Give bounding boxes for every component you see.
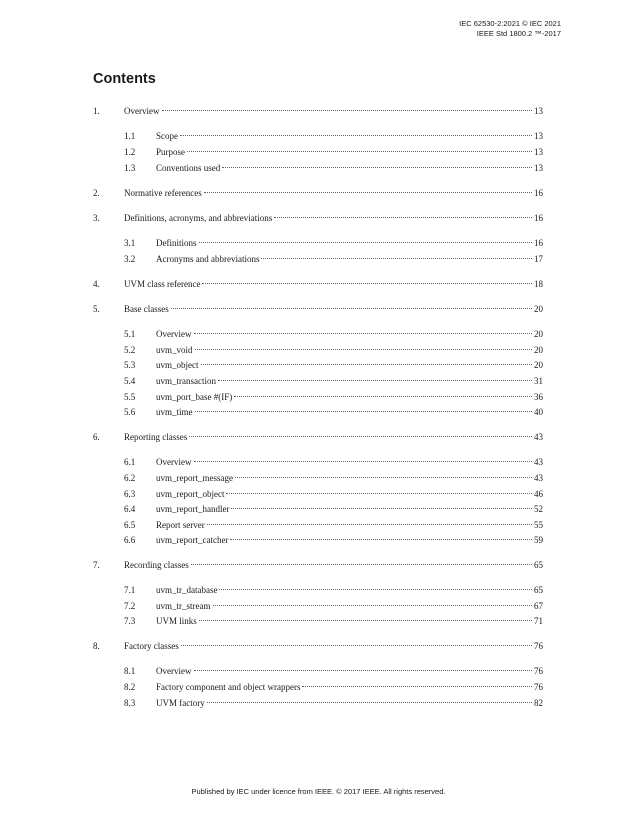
toc-entry-page[interactable]: 20 — [534, 360, 543, 370]
dot-leader — [235, 477, 532, 478]
toc-entry-number: 1. — [93, 106, 100, 116]
dot-leader — [194, 333, 533, 334]
toc-entry-title[interactable]: Base classes — [124, 304, 169, 314]
toc-entry[interactable] — [93, 519, 543, 531]
toc-entry-page[interactable]: 43 — [534, 473, 543, 483]
toc-entry-number: 5.5 — [124, 392, 136, 402]
toc-entry-title[interactable]: uvm_report_message — [156, 473, 233, 483]
toc-entry-page[interactable]: 76 — [534, 682, 543, 692]
toc-entry[interactable] — [93, 328, 543, 340]
dot-leader — [180, 135, 532, 136]
toc-entry-page[interactable]: 55 — [534, 520, 543, 530]
toc-entry-page[interactable]: 31 — [534, 376, 543, 386]
toc-entry[interactable] — [93, 130, 543, 142]
toc-entry[interactable] — [93, 105, 543, 117]
toc-entry-number: 5.6 — [124, 407, 136, 417]
toc-entry-number: 6. — [93, 432, 100, 442]
toc-entry-number: 5.1 — [124, 329, 136, 339]
header-standard-iec: IEC 62530-2:2021 © IEC 2021 — [459, 19, 561, 28]
toc-entry[interactable] — [93, 600, 543, 612]
toc-entry[interactable] — [93, 237, 543, 249]
toc-entry[interactable] — [93, 162, 543, 174]
toc-entry-number: 3.2 — [124, 254, 136, 264]
toc-entry-title[interactable]: UVM factory — [156, 698, 205, 708]
toc-entry-number: 7. — [93, 560, 100, 570]
toc-entry-number: 7.2 — [124, 601, 136, 611]
toc-entry-number: 1.2 — [124, 147, 136, 157]
toc-entry-number: 6.6 — [124, 535, 136, 545]
toc-entry[interactable] — [93, 146, 543, 158]
toc-entry[interactable] — [93, 187, 543, 199]
toc-entry-title[interactable]: Overview — [156, 329, 192, 339]
toc-entry-page[interactable]: 59 — [534, 535, 543, 545]
toc-entry-number: 3. — [93, 213, 100, 223]
dot-leader — [219, 589, 532, 590]
dot-leader — [261, 258, 532, 259]
dot-leader — [274, 217, 532, 218]
dot-leader — [230, 539, 532, 540]
dot-leader — [201, 364, 533, 365]
dot-leader — [207, 524, 532, 525]
toc-entry-number: 1.3 — [124, 163, 136, 173]
toc-entry-page[interactable]: 16 — [534, 213, 543, 223]
dot-leader — [199, 242, 533, 243]
toc-entry-title[interactable]: Overview — [156, 457, 192, 467]
toc-entry[interactable] — [93, 303, 543, 315]
toc-entry-title[interactable]: uvm_time — [156, 407, 193, 417]
page-title: Contents — [93, 71, 156, 87]
toc-entry-page[interactable]: 16 — [534, 238, 543, 248]
toc-entry-page[interactable]: 65 — [534, 585, 543, 595]
dot-leader — [226, 493, 532, 494]
toc-entry[interactable] — [93, 534, 543, 546]
toc-entry-number: 6.3 — [124, 489, 136, 499]
toc-entry-title[interactable]: Overview — [124, 106, 160, 116]
toc-entry-page[interactable]: 76 — [534, 641, 543, 651]
toc-entry-page[interactable]: 67 — [534, 601, 543, 611]
toc-entry[interactable] — [93, 406, 543, 418]
dot-leader — [187, 151, 532, 152]
toc-entry-page[interactable]: 20 — [534, 329, 543, 339]
toc-entry[interactable] — [93, 584, 543, 596]
toc-entry[interactable] — [93, 212, 543, 224]
toc-entry[interactable] — [93, 665, 543, 677]
toc-entry-title[interactable]: uvm_report_handler — [156, 504, 230, 514]
toc-entry-title[interactable]: UVM links — [156, 616, 197, 626]
toc-entry-title[interactable]: uvm_tr_stream — [156, 601, 211, 611]
toc-entry[interactable] — [93, 559, 543, 571]
dot-leader — [194, 461, 533, 462]
toc-entry-number: 6.5 — [124, 520, 136, 530]
dot-leader — [162, 110, 533, 111]
toc-entry[interactable] — [93, 278, 543, 290]
page-footer: Published by IEC under licence from IEEE. © 2017 IEEE. All rights reserved. — [191, 787, 446, 796]
toc-entry-page[interactable]: 20 — [534, 304, 543, 314]
toc-entry[interactable] — [93, 472, 543, 484]
toc-entry-number: 8.1 — [124, 666, 136, 676]
dot-leader — [231, 508, 532, 509]
toc-entry[interactable] — [93, 431, 543, 443]
dot-leader — [222, 167, 532, 168]
toc-entry-number: 5.3 — [124, 360, 136, 370]
toc-entry[interactable] — [93, 375, 543, 387]
toc-entry-page[interactable]: 20 — [534, 345, 543, 355]
dot-leader — [195, 411, 533, 412]
toc-entry-page[interactable]: 52 — [534, 504, 543, 514]
toc-entry-number: 5.2 — [124, 345, 136, 355]
dot-leader — [213, 605, 533, 606]
toc-entry[interactable] — [93, 488, 543, 500]
toc-entry-number: 8.3 — [124, 698, 136, 708]
dot-leader — [194, 670, 533, 671]
toc-entry-title[interactable]: Factory classes — [124, 641, 179, 651]
dot-leader — [218, 380, 532, 381]
toc-entry-number: 8. — [93, 641, 100, 651]
toc-entry-page[interactable]: 17 — [534, 254, 543, 264]
toc-entry-title[interactable]: Report server — [156, 520, 205, 530]
toc-entry-page[interactable]: 43 — [534, 457, 543, 467]
dot-leader — [202, 283, 532, 284]
toc-entry-title[interactable]: uvm_report_catcher — [156, 535, 229, 545]
toc-entry-page[interactable]: 36 — [534, 392, 543, 402]
toc-entry-title[interactable]: Acronyms and abbreviations — [156, 254, 260, 264]
dot-leader — [207, 702, 532, 703]
toc-entry-page[interactable]: 82 — [534, 698, 543, 708]
toc-entry-title[interactable]: Recording classes — [124, 560, 189, 570]
toc-entry-number: 7.3 — [124, 616, 136, 626]
toc-entry-title[interactable]: Definitions, acronyms, and abbreviations — [124, 213, 273, 223]
toc-entry-page[interactable]: 65 — [534, 560, 543, 570]
dot-leader — [234, 396, 532, 397]
toc-entry-number: 3.1 — [124, 238, 136, 248]
toc-entry-number: 4. — [93, 279, 100, 289]
dot-leader — [195, 349, 532, 350]
toc-entry-title[interactable]: Reporting classes — [124, 432, 188, 442]
toc-entry-page[interactable]: 71 — [534, 616, 543, 626]
toc-entry-number: 5.4 — [124, 376, 136, 386]
toc-entry-number: 8.2 — [124, 682, 136, 692]
dot-leader — [199, 620, 532, 621]
toc-entry-page[interactable]: 76 — [534, 666, 543, 676]
toc-entry[interactable] — [93, 359, 543, 371]
toc-entry-title[interactable]: Purpose — [156, 147, 185, 157]
dot-leader — [191, 564, 532, 565]
toc-entry[interactable] — [93, 456, 543, 468]
toc-entry-page[interactable]: 13 — [534, 131, 543, 141]
toc-entry-page[interactable]: 13 — [534, 106, 543, 116]
toc-entry-title[interactable]: Normative references — [124, 188, 202, 198]
toc-entry-number: 5. — [93, 304, 100, 314]
toc-entry-number: 7.1 — [124, 585, 136, 595]
dot-leader — [189, 436, 532, 437]
toc-entry[interactable] — [93, 344, 543, 356]
dot-leader — [204, 192, 532, 193]
toc-entry-page[interactable]: 13 — [534, 147, 543, 157]
toc-entry-number: 2. — [93, 188, 100, 198]
page-header — [459, 19, 561, 38]
toc-entry-number: 6.4 — [124, 504, 136, 514]
toc-entry-page[interactable]: 43 — [534, 432, 543, 442]
toc-entry-title[interactable]: Conventions used — [156, 163, 221, 173]
toc-entry-title[interactable]: Factory component and object wrappers — [156, 682, 301, 692]
dot-leader — [302, 686, 532, 687]
header-standard-ieee: IEEE Std 1800.2 ™-2017 — [476, 28, 561, 38]
toc-entry-title[interactable]: uvm_void — [156, 345, 193, 355]
toc-entry-number: 6.2 — [124, 473, 136, 483]
toc-entry-title[interactable]: uvm_transaction — [156, 376, 216, 386]
toc-entry-page[interactable]: 13 — [534, 163, 543, 173]
toc-entry-title[interactable]: Definitions — [156, 238, 197, 248]
toc-entry[interactable] — [93, 697, 543, 709]
toc-entry-number: 6.1 — [124, 457, 136, 467]
toc-entry-title[interactable]: uvm_report_object — [156, 489, 225, 499]
toc-entry-title[interactable]: uvm_port_base #(IF) — [156, 392, 233, 402]
toc-entry-title[interactable]: Scope — [156, 131, 178, 141]
toc-entry[interactable] — [93, 615, 543, 627]
dot-leader — [171, 308, 532, 309]
toc-entry[interactable] — [93, 391, 543, 403]
toc-entry-title[interactable]: uvm_object — [156, 360, 199, 370]
toc-entry-page[interactable]: 46 — [534, 489, 543, 499]
toc-entry-number: 1.1 — [124, 131, 136, 141]
toc-entry[interactable] — [93, 503, 543, 515]
toc-entry[interactable] — [93, 253, 543, 265]
toc-entry-page[interactable]: 18 — [534, 279, 543, 289]
toc-entry[interactable] — [93, 640, 543, 652]
toc-entry-page[interactable]: 40 — [534, 407, 543, 417]
dot-leader — [181, 645, 532, 646]
toc-entry-title[interactable]: uvm_tr_database — [156, 585, 218, 595]
toc-entry-page[interactable]: 16 — [534, 188, 543, 198]
toc-entry-title[interactable]: Overview — [156, 666, 192, 676]
toc-entry-title[interactable]: UVM class reference — [124, 279, 201, 289]
toc-entry[interactable] — [93, 681, 543, 693]
